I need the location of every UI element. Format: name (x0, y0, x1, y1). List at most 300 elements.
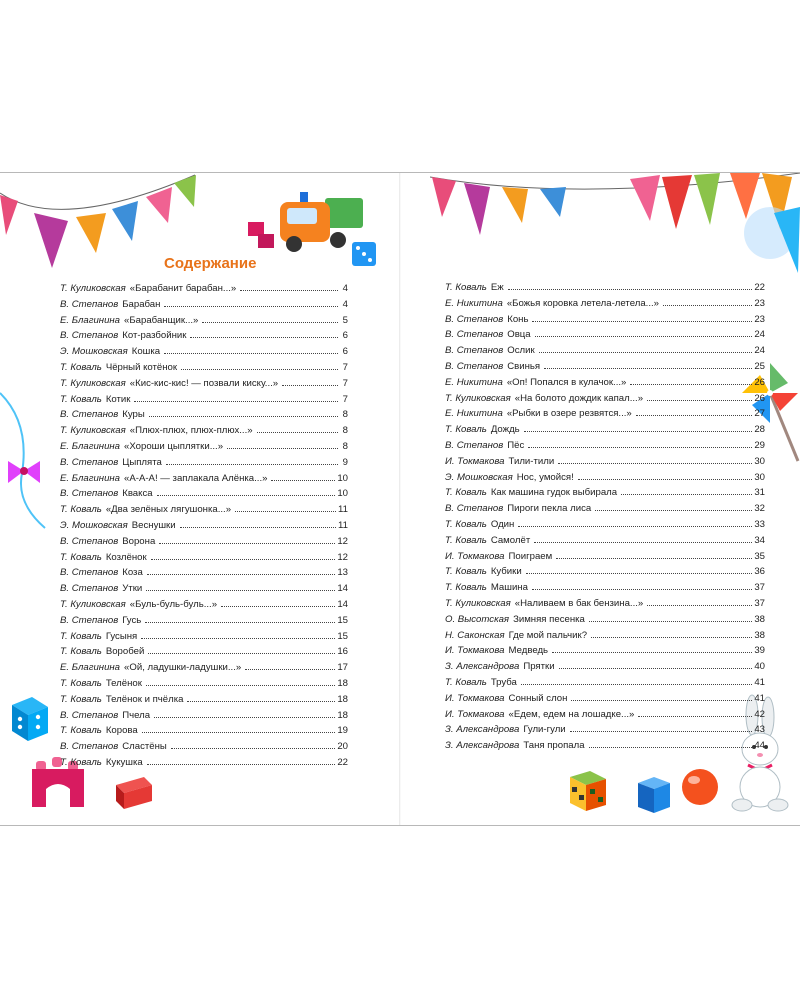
dot-leader (647, 400, 752, 401)
entry-title: Цыплята (122, 456, 162, 468)
entry-page-number: 40 (754, 661, 765, 673)
contents-entry (60, 739, 348, 755)
entry-page-number: 14 (337, 583, 348, 595)
entry-title: «Едем, едем на лошадке...» (508, 708, 635, 720)
contents-entry (60, 486, 348, 502)
contents-entry (60, 281, 348, 297)
entry-author: В. Степанов (60, 614, 119, 626)
entry-author: З. Александрова (445, 740, 520, 752)
contents-entry (60, 407, 348, 423)
entry-page-number: 42 (754, 708, 765, 720)
entry-page-number: 6 (342, 346, 348, 358)
dot-leader (151, 559, 336, 560)
entry-page-number: 24 (754, 329, 765, 341)
entry-title: Овца (507, 329, 531, 341)
entry-title: Гусыня (105, 630, 138, 642)
contents-entry (60, 755, 348, 771)
entry-page-number: 19 (337, 725, 348, 737)
contents-entry (60, 502, 348, 518)
entry-page-number: 34 (754, 534, 765, 546)
bunting-flags-right (430, 173, 800, 283)
entry-page-number: 15 (337, 614, 348, 626)
entry-author: Е. Благинина (60, 662, 121, 674)
dot-leader (636, 415, 753, 416)
entry-page-number: 14 (337, 598, 348, 610)
entry-page-number: 29 (754, 439, 765, 451)
entry-title: «Кис-кис-кис! — позвали киску...» (129, 377, 279, 389)
entry-title: Гусь (122, 614, 142, 626)
entry-title: Медведь (508, 645, 549, 657)
contents-entry (445, 628, 765, 644)
entry-page-number: 26 (754, 392, 765, 404)
contents-entry (60, 455, 348, 471)
entry-title: Ворона (122, 535, 156, 547)
entry-title: «На болото дождик капал...» (514, 392, 644, 404)
entry-page-number: 18 (337, 677, 348, 689)
entry-title: Котик (105, 393, 131, 405)
entry-title: Как машина гудок выбирала (490, 487, 618, 499)
entry-title: «Буль-буль-буль...» (129, 598, 218, 610)
contents-entry (445, 612, 765, 628)
entry-title: «Барабанщик...» (124, 314, 199, 326)
entry-title: Машина (490, 582, 528, 594)
entry-page-number: 11 (338, 519, 348, 531)
dot-leader (159, 543, 335, 544)
right-page (400, 173, 800, 825)
entry-author: Е. Никитина (445, 297, 503, 309)
contents-entry (60, 297, 348, 313)
entry-page-number: 25 (754, 360, 765, 372)
dot-leader (227, 448, 338, 449)
entry-page-number: 22 (754, 282, 765, 293)
dot-leader (187, 701, 335, 702)
entry-author: Т. Куликовская (60, 377, 126, 389)
dot-leader (154, 717, 335, 718)
contents-entry (445, 549, 765, 565)
entry-author: В. Степанов (60, 488, 119, 500)
contents-entry (445, 659, 765, 675)
dot-leader (539, 352, 753, 353)
entry-author: Е. Благинина (60, 440, 121, 452)
red-ball-illustration (680, 767, 720, 807)
entry-author: Е. Благинина (60, 314, 121, 326)
dot-leader (240, 290, 338, 291)
dot-leader (570, 731, 753, 732)
contents-entry (60, 344, 348, 360)
entry-page-number: 39 (754, 645, 765, 657)
entry-title: Нос, умойся! (516, 471, 574, 483)
contents-entry (445, 738, 765, 754)
entry-author: Э. Мошковская (60, 346, 128, 358)
entry-author: Т. Коваль (445, 282, 487, 293)
entry-author: Э. Мошковская (60, 519, 128, 531)
entry-title: Поиграем (508, 550, 553, 562)
entry-title: Утки (122, 583, 143, 595)
entry-author: И. Токмакова (445, 692, 505, 704)
entry-author: Т. Куликовская (60, 598, 126, 610)
dot-leader (647, 605, 752, 606)
entry-page-number: 11 (338, 504, 348, 516)
contents-entry (60, 723, 348, 739)
entry-page-number: 16 (337, 646, 348, 658)
entry-page-number: 7 (342, 393, 348, 405)
entry-author: Т. Коваль (60, 630, 102, 642)
entry-author: В. Степанов (445, 345, 504, 357)
entry-page-number: 4 (342, 298, 348, 310)
entry-title: Пироги пекла лиса (507, 503, 592, 515)
contents-entry (60, 534, 348, 550)
contents-entry (60, 360, 348, 376)
entry-title: «Рыбки в озере резвятся...» (506, 408, 632, 420)
contents-entry (445, 406, 765, 422)
entry-author: Т. Куликовская (445, 392, 511, 404)
entry-page-number: 37 (754, 582, 765, 594)
entry-title: «Плюх-плюх, плюх-плюх...» (129, 425, 253, 437)
entry-author: Т. Коваль (60, 393, 102, 405)
contents-entry (445, 643, 765, 659)
dot-leader (171, 748, 336, 749)
entry-title: «Барабанит барабан...» (129, 283, 237, 294)
entry-title: Кошка (131, 346, 161, 358)
contents-entry (445, 327, 765, 343)
entry-author: Е. Благинина (60, 472, 121, 484)
entry-title: Телёнок (105, 677, 142, 689)
contents-entry (445, 691, 765, 707)
entry-author: В. Степанов (445, 439, 504, 451)
dot-leader (521, 684, 752, 685)
entry-author: И. Токмакова (445, 645, 505, 657)
entry-page-number: 6 (342, 330, 348, 342)
entry-title: Еж (490, 282, 504, 293)
entry-author: Э. Мошковская (445, 471, 513, 483)
dot-leader (528, 447, 752, 448)
entry-author: И. Токмакова (445, 708, 505, 720)
contents-entry (445, 485, 765, 501)
entry-author: Т. Коваль (60, 756, 102, 768)
contents-entry (445, 501, 765, 517)
entry-page-number: 44 (754, 740, 765, 752)
entry-title: Где мой пальчик? (508, 629, 588, 641)
dot-leader (535, 336, 753, 337)
entry-title: Пёс (507, 439, 525, 451)
entry-author: Т. Куликовская (60, 425, 126, 437)
contents-entry (445, 580, 765, 596)
entry-page-number: 23 (754, 297, 765, 309)
dot-leader (524, 431, 753, 432)
contents-entry (60, 708, 348, 724)
entry-page-number: 17 (337, 662, 348, 674)
entry-page-number: 12 (337, 535, 348, 547)
dot-leader (164, 353, 338, 354)
entry-title: «Наливаем в бак бензина...» (514, 597, 644, 609)
dot-leader (148, 653, 335, 654)
entry-author: И. Токмакова (445, 455, 505, 467)
entry-author: З. Александрова (445, 661, 520, 673)
entry-author: В. Степанов (60, 409, 119, 421)
entry-author: В. Степанов (60, 583, 119, 595)
entry-page-number: 7 (342, 361, 348, 373)
entry-page-number: 28 (754, 424, 765, 436)
dot-leader (245, 669, 335, 670)
entry-author: В. Степанов (445, 329, 504, 341)
entry-page-number: 37 (754, 597, 765, 609)
dot-leader (571, 700, 752, 701)
dot-leader (134, 401, 338, 402)
entry-author: Т. Куликовская (445, 597, 511, 609)
contents-entry (445, 564, 765, 580)
entry-title: Воробей (105, 646, 145, 658)
dot-leader (146, 685, 335, 686)
entry-author: Т. Коваль (445, 582, 487, 594)
book-spread (0, 172, 800, 826)
entry-title: «Два зелёных лягушонка...» (105, 504, 232, 516)
contents-entry (60, 692, 348, 708)
entry-author: Т. Коваль (445, 534, 487, 546)
entry-title: Дождь (490, 424, 520, 436)
entry-title: Кот-разбойник (122, 330, 187, 342)
contents-entry (60, 613, 348, 629)
contents-entry (445, 438, 765, 454)
dot-leader (630, 384, 752, 385)
dot-leader (595, 510, 752, 511)
entry-page-number: 4 (342, 283, 348, 294)
entry-author: Н. Саконская (445, 629, 505, 641)
dot-leader (166, 464, 338, 465)
entry-title: Куры (122, 409, 145, 421)
entry-title: Веснушки (131, 519, 176, 531)
entry-title: «Оп! Попался в кулачок...» (506, 376, 627, 388)
entry-page-number: 8 (342, 425, 348, 437)
entry-title: Конь (507, 313, 529, 325)
dot-leader (578, 479, 753, 480)
entry-author: В. Степанов (60, 535, 119, 547)
contents-entry (445, 533, 765, 549)
entry-title: Труба (490, 676, 517, 688)
entry-author: Т. Коваль (60, 693, 102, 705)
entry-author: Т. Коваль (60, 361, 102, 373)
blue-dice-illustration (8, 693, 50, 743)
contents-entry (60, 660, 348, 676)
entry-title: «А-А-А! — заплакала Алёнка...» (124, 472, 268, 484)
entry-title: «Божья коровка летела-летела...» (506, 297, 659, 309)
entry-author: З. Александрова (445, 724, 520, 736)
entry-page-number: 23 (754, 313, 765, 325)
entry-title: Прятки (523, 661, 555, 673)
dot-leader (145, 622, 335, 623)
entry-page-number: 15 (337, 630, 348, 642)
entry-page-number: 18 (337, 709, 348, 721)
entry-title: Таня пропала (523, 740, 585, 752)
dot-leader (164, 306, 338, 307)
entry-page-number: 18 (337, 693, 348, 705)
contents-entry (445, 596, 765, 612)
entry-title: Телёнок и пчёлка (105, 693, 184, 705)
entry-author: В. Степанов (445, 360, 504, 372)
entry-page-number: 13 (337, 567, 348, 579)
entry-page-number: 26 (754, 376, 765, 388)
entry-author: Т. Коваль (60, 677, 102, 689)
entry-page-number: 22 (337, 756, 348, 768)
contents-entry (60, 565, 348, 581)
entry-title: Кукушка (105, 756, 143, 768)
contents-entry (60, 629, 348, 645)
contents-entry (60, 518, 348, 534)
dot-leader (282, 385, 338, 386)
dot-leader (147, 574, 336, 575)
entry-page-number: 10 (337, 472, 348, 484)
entry-author: Е. Никитина (445, 376, 503, 388)
entry-author: Т. Коваль (445, 676, 487, 688)
entry-page-number: 24 (754, 345, 765, 357)
contents-entry (60, 644, 348, 660)
entry-title: Барабан (122, 298, 161, 310)
entry-page-number: 30 (754, 471, 765, 483)
dot-leader (532, 321, 752, 322)
entry-author: Е. Никитина (445, 408, 503, 420)
dot-leader (235, 511, 336, 512)
entry-title: Ослик (507, 345, 535, 357)
contents-entry (445, 675, 765, 691)
entry-title: Козлёнок (105, 551, 147, 563)
entry-title: Самолёт (490, 534, 531, 546)
entry-author: В. Степанов (60, 741, 119, 753)
entry-title: Зимняя песенка (513, 613, 585, 625)
entry-title: Коза (122, 567, 143, 579)
contents-entry (445, 280, 765, 296)
entry-page-number: 7 (342, 377, 348, 389)
entry-page-number: 41 (754, 676, 765, 688)
dot-leader (190, 337, 338, 338)
dot-leader (271, 480, 335, 481)
contents-heading: Содержание (164, 255, 257, 272)
entry-page-number: 32 (754, 503, 765, 515)
dot-leader (532, 589, 752, 590)
contents-entry (445, 375, 765, 391)
entry-title: Сонный слон (508, 692, 568, 704)
checkered-cube-illustration (566, 767, 610, 813)
dot-leader (589, 621, 752, 622)
left-page (0, 173, 400, 825)
entry-page-number: 31 (754, 487, 765, 499)
contents-entry (60, 550, 348, 566)
entry-author: Т. Коваль (60, 646, 102, 658)
contents-entry (445, 454, 765, 470)
contents-entry (60, 581, 348, 597)
contents-entry (445, 391, 765, 407)
contents-entry (445, 707, 765, 723)
contents-entry (60, 376, 348, 392)
contents-list-left (60, 281, 348, 771)
dot-leader (181, 369, 338, 370)
toy-truck-illustration (240, 188, 380, 273)
dot-leader (257, 432, 338, 433)
dot-leader (559, 668, 753, 669)
entry-title: Свинья (507, 360, 541, 372)
red-block-illustration (110, 773, 156, 813)
entry-author: Т. Коваль (445, 487, 487, 499)
entry-page-number: 20 (337, 741, 348, 753)
entry-author: И. Токмакова (445, 550, 505, 562)
dot-leader (552, 652, 752, 653)
entry-page-number: 43 (754, 724, 765, 736)
entry-title: Корова (105, 725, 138, 737)
entry-page-number: 30 (754, 455, 765, 467)
entry-page-number: 38 (754, 613, 765, 625)
entry-page-number: 10 (337, 488, 348, 500)
contents-entry (60, 423, 348, 439)
contents-entry (445, 470, 765, 486)
dot-leader (508, 289, 753, 290)
blue-cube-illustration (634, 773, 674, 815)
entry-page-number: 9 (342, 456, 348, 468)
dot-leader (141, 638, 335, 639)
dot-leader (591, 637, 752, 638)
dot-leader (638, 716, 752, 717)
contents-list-right (445, 280, 765, 754)
entry-title: «Ой, ладушки-ладушки...» (124, 662, 242, 674)
entry-page-number: 33 (754, 518, 765, 530)
contents-entry (60, 676, 348, 692)
entry-page-number: 27 (754, 408, 765, 420)
dot-leader (621, 494, 752, 495)
dot-leader (142, 732, 336, 733)
entry-title: Один (490, 518, 515, 530)
dot-leader (221, 606, 335, 607)
entry-title: Квакса (122, 488, 153, 500)
contents-entry (60, 392, 348, 408)
dot-leader (518, 526, 752, 527)
entry-page-number: 8 (342, 409, 348, 421)
entry-page-number: 38 (754, 629, 765, 641)
contents-entry (445, 422, 765, 438)
contents-entry (445, 722, 765, 738)
entry-author: О. Высотская (445, 613, 510, 625)
dot-leader (146, 590, 335, 591)
entry-author: Т. Коваль (445, 566, 487, 578)
contents-entry (445, 343, 765, 359)
entry-author: В. Степанов (60, 298, 119, 310)
entry-author: В. Степанов (445, 503, 504, 515)
entry-author: Т. Коваль (60, 725, 102, 737)
contents-entry (60, 328, 348, 344)
contents-entry (445, 312, 765, 328)
dot-leader (526, 573, 753, 574)
dot-leader (556, 558, 752, 559)
dot-leader (663, 305, 752, 306)
entry-title: Кубики (490, 566, 522, 578)
entry-page-number: 35 (754, 550, 765, 562)
entry-author: В. Степанов (60, 567, 119, 579)
entry-title: Тили-тили (508, 455, 555, 467)
kite-bow-illustration (0, 383, 60, 533)
entry-author: Т. Коваль (60, 551, 102, 563)
entry-author: В. Степанов (60, 330, 119, 342)
entry-page-number: 5 (342, 314, 348, 326)
contents-entry (60, 597, 348, 613)
contents-entry (60, 471, 348, 487)
dot-leader (202, 322, 338, 323)
entry-title: Сластёны (122, 741, 167, 753)
entry-title: Гули-гули (523, 724, 566, 736)
dot-leader (544, 368, 752, 369)
entry-title: Чёрный котёнок (105, 361, 178, 373)
dot-leader (147, 764, 336, 765)
contents-entry (445, 296, 765, 312)
contents-entry (445, 359, 765, 375)
entry-page-number: 8 (342, 440, 348, 452)
contents-entry (60, 439, 348, 455)
entry-page-number: 41 (754, 692, 765, 704)
